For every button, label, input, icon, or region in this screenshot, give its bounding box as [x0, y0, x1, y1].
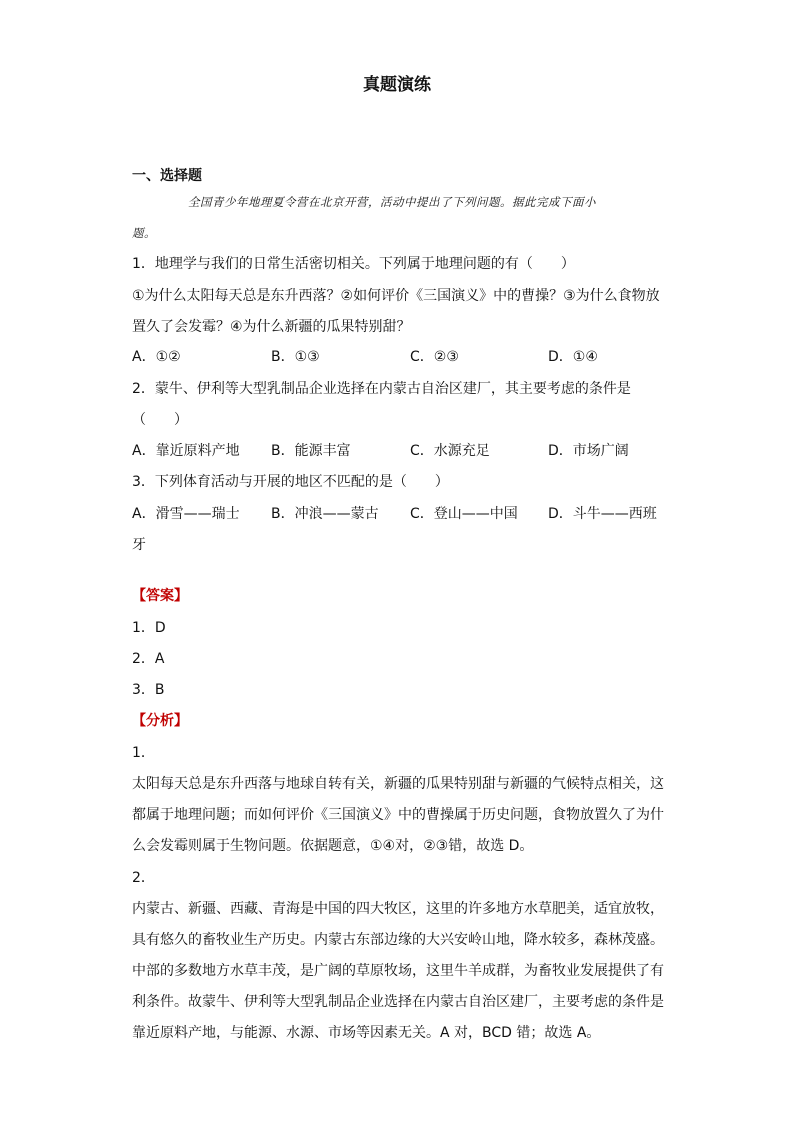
page-title: 真题演练	[363, 75, 431, 95]
question-3-option-d: D．斗牛——西班	[548, 506, 657, 522]
intro-line-1: 全国青少年地理夏令营在北京开营，活动中提出了下列问题。据此完成下面小	[188, 195, 596, 209]
analysis-1-number: 1．	[132, 745, 155, 761]
answer-3: 3．B	[132, 682, 165, 698]
intro-line-2: 题。	[132, 226, 156, 240]
question-2-option-d: D．市场广阔	[548, 443, 629, 459]
question-3-stem: 3．下列体育活动与开展的地区不匹配的是（ ）	[132, 474, 449, 490]
question-1-desc-2: 置久了会发霉？④为什么新疆的瓜果特别甜？	[132, 319, 411, 335]
question-3-option-b: B．冲浪——蒙古	[271, 506, 379, 522]
analysis-2-number: 2．	[132, 870, 155, 886]
question-3-option-c: C．登山——中国	[410, 506, 518, 522]
question-2-stem-1: 2．蒙牛、伊利等大型乳制品企业选择在内蒙古自治区建厂，其主要考虑的条件是	[132, 381, 631, 397]
analysis-1-line-3: 么会发霉则属于生物问题。依据题意，①④对，②③错，故选 D。	[132, 838, 534, 854]
analysis-2-line-3: 中部的多数地方水草丰茂，是广阔的草原牧场，这里牛羊成群，为畜牧业发展提供了有	[132, 963, 664, 979]
question-2-option-b: B．能源丰富	[271, 443, 351, 459]
question-1-stem: 1．地理学与我们的日常生活密切相关。下列属于地理问题的有（ ）	[132, 256, 575, 272]
analysis-2-line-1: 内蒙古、新疆、西藏、青海是中国的四大牧区，这里的许多地方水草肥美，适宜放牧，	[132, 901, 664, 917]
question-3-option-d-wrap: 牙	[132, 537, 146, 553]
question-1-desc-1: ①为什么太阳每天总是东升西落？②如何评价《三国演义》中的曹操？③为什么食物放	[132, 288, 660, 304]
analysis-2-line-5: 靠近原料产地，与能源、水源、市场等因素无关。A 对，BCD 错；故选 A。	[132, 1025, 601, 1041]
question-2-option-a: A．靠近原料产地	[132, 443, 240, 459]
answer-label: 【答案】	[132, 588, 188, 604]
question-1-option-b: B．①③	[271, 349, 320, 365]
question-1-option-c: C．②③	[410, 349, 459, 365]
analysis-2-line-2: 具有悠久的畜牧业生产历史。内蒙古东部边缘的大兴安岭山地，降水较多，森林茂盛。	[132, 932, 664, 948]
analysis-2-line-4: 利条件。故蒙牛、伊利等大型乳制品企业选择在内蒙古自治区建厂，主要考虑的条件是	[132, 994, 664, 1010]
analysis-1-line-1: 太阳每天总是东升西落与地球自转有关，新疆的瓜果特别甜与新疆的气候特点相关，这	[132, 776, 664, 792]
question-1-option-a: A．①②	[132, 349, 181, 365]
question-3-option-a: A．滑雪——瑞士	[132, 506, 240, 522]
answer-2: 2．A	[132, 651, 165, 667]
question-1-option-d: D．①④	[548, 349, 598, 365]
analysis-1-line-2: 都属于地理问题；而如何评价《三国演义》中的曹操属于历史问题，食物放置久了为什	[132, 807, 664, 823]
question-2-stem-2: （ ）	[132, 412, 188, 428]
answer-1: 1．D	[132, 620, 166, 636]
section-heading: 一、选择题	[132, 168, 202, 184]
analysis-label: 【分析】	[132, 713, 188, 729]
question-2-option-c: C．水源充足	[410, 443, 490, 459]
